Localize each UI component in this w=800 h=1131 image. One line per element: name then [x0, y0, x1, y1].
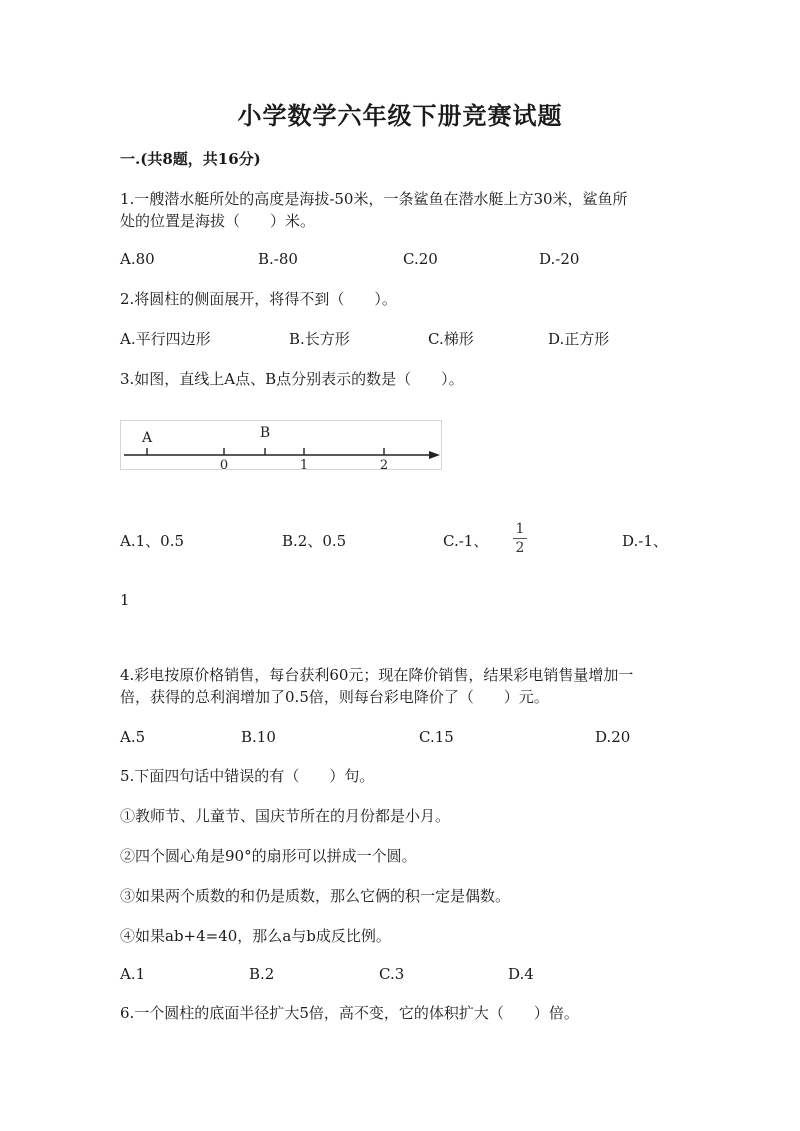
question-2-option-a: A.平行四边形	[120, 330, 211, 348]
question-3-option-a: A.1、0.5	[120, 532, 184, 550]
question-5-option-a: A.1	[120, 965, 146, 983]
question-2-option-d: D.正方形	[548, 330, 610, 348]
figure-border	[121, 421, 442, 470]
point-a-label: A	[141, 430, 153, 446]
question-6-text: 6.一个圆柱的底面半径扩大5倍，高不变，它的体积扩大（ ）倍。	[120, 1004, 579, 1022]
question-1-option-b: B.-80	[258, 250, 298, 268]
question-5-statement-4: ④如果ab+4=40，那么a与b成反比例。	[120, 927, 391, 945]
question-5-option-c: C.3	[379, 965, 405, 983]
question-1-option-d: D.-20	[539, 250, 580, 268]
question-5-option-b: B.2	[249, 965, 275, 983]
question-3-option-d: D.-1、	[622, 532, 668, 550]
question-5-statement-2: ②四个圆心角是90°的扇形可以拼成一个圆。	[120, 847, 417, 865]
tick-label-0: 0	[219, 458, 229, 470]
question-1-line-1: 1.一艘潜水艇所处的高度是海拔-50米，一条鲨鱼在潜水艇上方30米，鲨鱼所	[120, 190, 628, 208]
question-3-option-b: B.2、0.5	[282, 532, 347, 550]
question-1-line-2: 处的位置是海拔（ ）米。	[120, 212, 316, 230]
question-2-option-c: C.梯形	[428, 330, 474, 348]
question-5-statement-3: ③如果两个质数的和仍是质数，那么它俩的积一定是偶数。	[120, 887, 511, 905]
fraction-one-half	[513, 521, 527, 556]
question-5-text: 5.下面四句话中错误的有（ ）句。	[120, 767, 375, 785]
fraction-denominator: 2	[515, 540, 525, 556]
point-b-label: B	[259, 425, 271, 441]
section-heading: 一.(共8题，共16分)	[120, 150, 261, 168]
question-3-option-c: C.-1、	[443, 532, 489, 550]
question-3-option-d-continued: 1	[120, 591, 130, 609]
arrow-right-icon	[429, 451, 440, 459]
tick-label-2: 2	[379, 458, 389, 470]
fraction-bar	[513, 538, 527, 539]
question-4-line-1: 4.彩电按原价格销售，每台获利60元；现在降价销售，结果彩电销售量增加一	[120, 666, 634, 684]
question-1-option-c: C.20	[403, 250, 438, 268]
question-4-option-b: B.10	[241, 728, 276, 746]
question-4-option-a: A.5	[120, 728, 146, 746]
number-line-figure	[120, 420, 442, 470]
question-4-option-d: D.20	[595, 728, 631, 746]
page-title: 小学数学六年级下册竞赛试题	[237, 101, 563, 130]
tick-label-1: 1	[299, 458, 309, 470]
question-5-statement-1: ①教师节、儿童节、国庆节所在的月份都是小月。	[120, 807, 451, 825]
question-5-option-d: D.4	[508, 965, 534, 983]
fraction-numerator: 1	[515, 521, 525, 537]
question-4-line-2: 倍，获得的总利润增加了0.5倍，则每台彩电降价了（ ）元。	[120, 688, 549, 706]
question-2-text: 2.将圆柱的侧面展开，将得不到（ ）。	[120, 290, 397, 308]
question-3-text: 3.如图，直线上A点、B点分别表示的数是（ ）。	[120, 370, 464, 388]
question-1-option-a: A.80	[120, 250, 155, 268]
question-4-option-c: C.15	[419, 728, 454, 746]
question-2-option-b: B.长方形	[289, 330, 350, 348]
